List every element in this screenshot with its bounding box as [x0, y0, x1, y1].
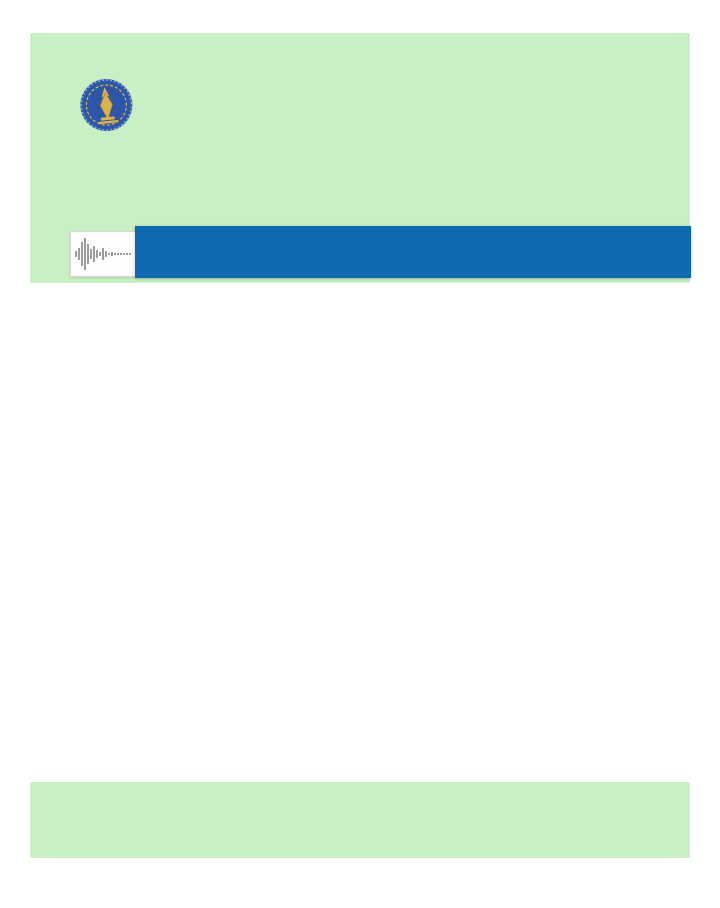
header-panel	[30, 33, 690, 283]
status-panel	[30, 782, 690, 858]
rid-department-logo	[68, 72, 145, 151]
seismogram-icon	[71, 232, 135, 276]
seismograph-icon-box	[70, 231, 136, 277]
chart-container	[45, 370, 675, 588]
dam-acceleration-banner	[135, 226, 691, 278]
realtime-acceleration-chart	[45, 370, 675, 588]
